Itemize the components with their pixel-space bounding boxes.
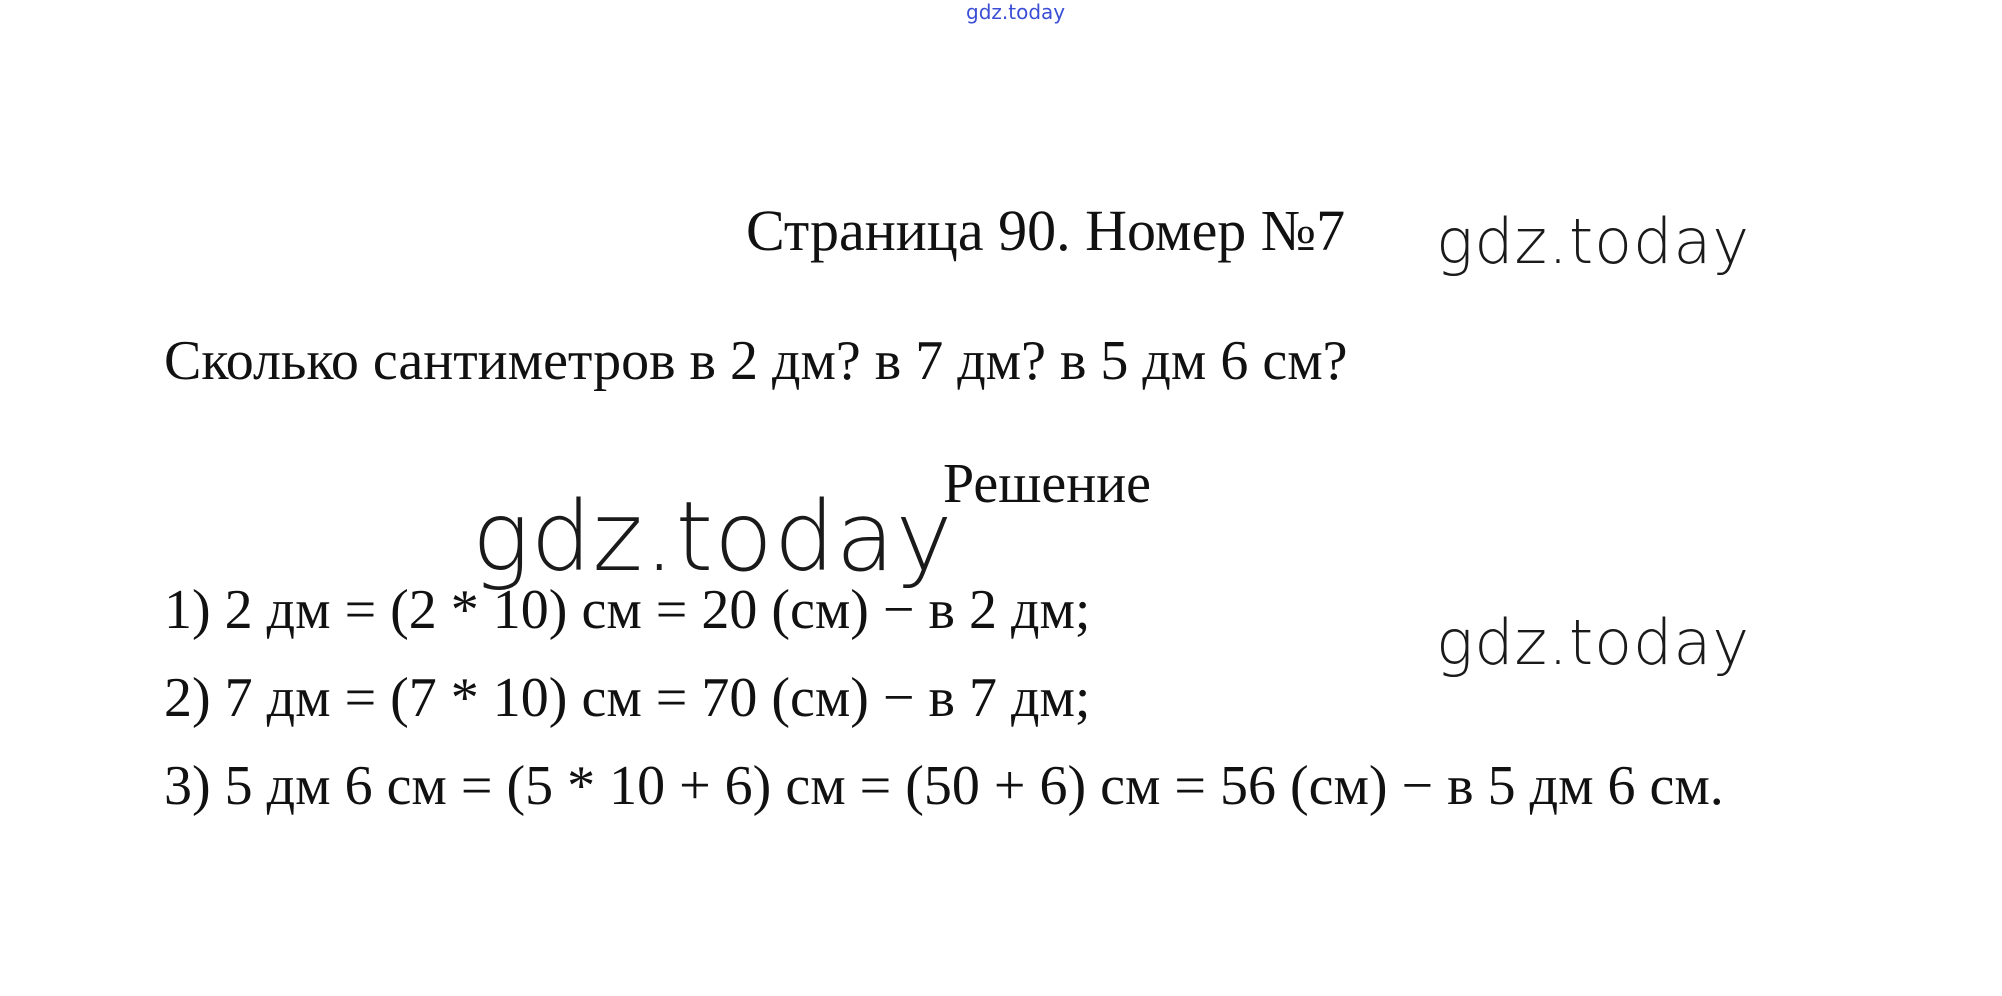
solution-step-1: 1) 2 дм = (2 * 10) см = 20 (см) − в 2 дм; — [164, 579, 1091, 641]
page-title: Страница 90. Номер №7 — [746, 198, 1346, 263]
task-question: Сколько сантиметров в 2 дм? в 7 дм? в 5 дм 6 см? — [164, 330, 1348, 392]
site-link[interactable]: gdz.today — [966, 0, 1066, 24]
solution-heading: Решение — [943, 453, 1152, 515]
watermark-large: gdz.today — [472, 481, 954, 593]
solution-step-3: 3) 5 дм 6 см = (5 * 10 + 6) см = (50 + 6) см = 56 (см) − в 5 дм 6 см. — [164, 755, 1724, 817]
watermark-right: gdz.today — [1436, 606, 1751, 679]
solution-step-2: 2) 7 дм = (7 * 10) см = 70 (см) − в 7 дм; — [164, 667, 1091, 729]
watermark-top: gdz.today — [1436, 205, 1751, 278]
